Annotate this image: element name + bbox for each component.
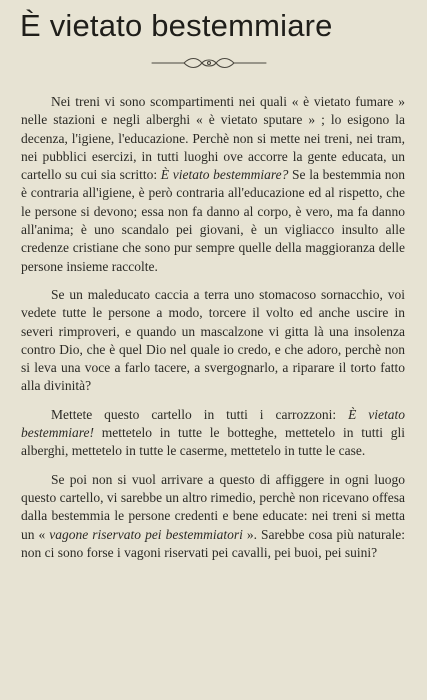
italic-text-segment: vagone riservato pei bestemmiatori — [49, 526, 243, 542]
decorative-flourish-icon — [150, 56, 268, 70]
text-segment: Se poi non si vuol arrivare a questo di affiggere in ogni luogo questo cartello, vi sarebbe un altro rimedio, perchè non ricevano offesa dalla bestemmia le persone credenti e bene educate: nei treni si metta un « — [21, 471, 405, 542]
article-body — [21, 93, 405, 562]
italic-text-segment: È vietato bestemmiare! — [21, 406, 405, 441]
page-title: È vietato bestemmiare — [20, 8, 333, 43]
text-segment: Nei treni vi sono scompartimenti nei quali « è vietato fumare » nelle stazioni e negli alberghi « è vietato sputare » ; lo esigono la decenza, l'igiene, l'educazione. Perchè non si mette nei treni, nei tram, nei pubblici esercizi, in tutti luoghi ove accorre la gente educata, un cartello su cui sia scritto: — [21, 94, 405, 183]
text-segment: Se la bestemmia non è contraria all'igiene, è però contraria all'educazione ed al rispetto, che le persone si devono; essa non fa danno al corpo, è vero, ma fa danno all'anima; è uno scandalo pei giovani, è un vigliacco insulto alle credenze cristiane che sono pur sempre quelle della maggioranza delle persone insieme raccolte. — [21, 167, 405, 274]
italic-text-segment: È vietato bestemmiare? — [160, 167, 289, 183]
body-paragraph — [21, 471, 405, 562]
text-segment: Se un maleducato caccia a terra uno stomacoso sornacchio, voi vedete tutte le persone a modo, torcere il volto ed anche uscire in severi rimproveri, e quando un mascalzone vi gitta là una insolenza contro Dio, che è quel Dio nel quale io credo, e che adoro, perchè non si leva una voce a farlo tacere, a svergognarlo, a riparare il torto fatto alla divinità? — [21, 286, 405, 394]
text-segment: Mettete questo cartello in tutti i carrozzoni: — [51, 406, 349, 422]
body-paragraph — [21, 93, 405, 276]
body-paragraph — [21, 286, 405, 396]
text-segment: ». Sarebbe cosa più naturale: non ci sono forse i vagoni riservati pei cavalli, pei buoi, pei suini? — [21, 526, 405, 560]
text-segment: mettetelo in tutte le botteghe, mettetelo in tutti gli alberghi, mettetelo in tutte le caserme, mettetelo in tutte le case. — [21, 425, 405, 459]
body-paragraph — [21, 406, 405, 461]
